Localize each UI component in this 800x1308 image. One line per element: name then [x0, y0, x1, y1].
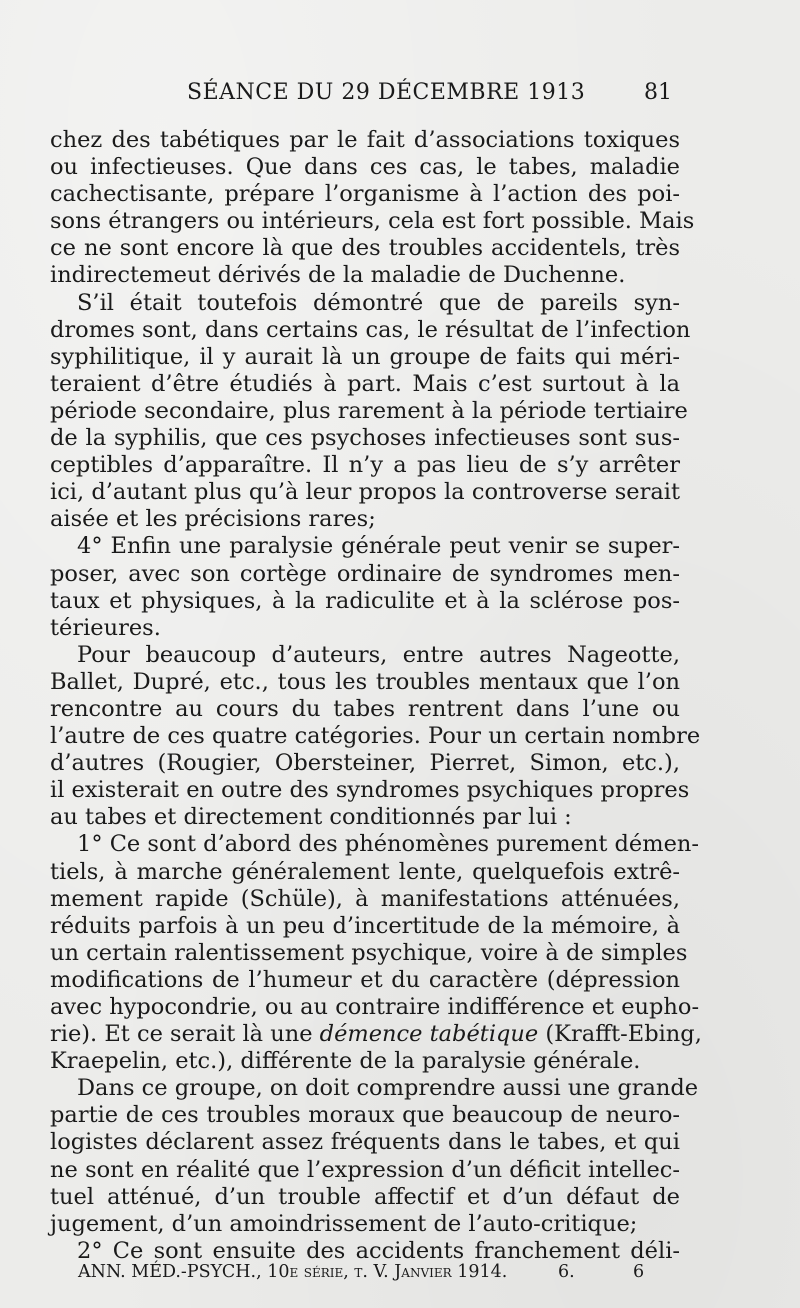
text-line: réduits parfois à un peu d’incertitude de la mémoire, à	[50, 912, 680, 939]
text-line: dromes sont, dans certains cas, le résultat de l’infection	[50, 316, 691, 343]
text-line: Kraepelin, etc.), différente de la paralysie générale.	[50, 1048, 641, 1075]
line-segment: (Krafft-Ebing,	[538, 1021, 702, 1048]
text-line: teraient d’être étudiés à part. Mais c’est surtout à la	[50, 370, 680, 397]
text-line: Pour beaucoup d’auteurs, entre autres Nageotte,	[77, 641, 680, 668]
text-line: poser, avec son cortège ordinaire de syndromes men-	[50, 560, 680, 587]
text-line: ne sont en réalité que l’expression d’un déficit intellec-	[50, 1156, 680, 1183]
text-line: au tabes et directement conditionnés par lui :	[50, 804, 572, 831]
text-line: taux et physiques, à la radiculite et à la sclérose pos-	[50, 587, 680, 614]
text-line: jugement, d’un amoindrissement de l’auto-critique;	[50, 1210, 638, 1237]
text-line: rencontre au cours du tabes rentrent dans l’une ou	[50, 695, 680, 722]
text-line-with-italic	[50, 1021, 702, 1048]
text-line: 4° Enfin une paralysie générale peut venir se super-	[77, 533, 680, 560]
text-line: 1° Ce sont d’abord des phénomènes purement démen-	[77, 831, 699, 858]
text-line: un certain ralentissement psychique, voire à de simples	[50, 939, 688, 966]
text-line: 2° Ce sont ensuite des accidents franchement déli-	[77, 1237, 680, 1264]
body-text	[50, 127, 702, 1265]
running-title: SÉANCE DU 29 DÉCEMBRE 1913	[187, 80, 586, 105]
text-line: Dans ce groupe, on doit comprendre aussi une grande	[77, 1075, 699, 1102]
text-line: S’il était toutefois démontré que de pareils syn-	[77, 289, 680, 316]
text-line: avec hypocondrie, ou au contraire indifférence et eupho-	[50, 994, 700, 1020]
text-line: aisée et les précisions rares;	[50, 506, 376, 533]
text-line: partie de ces troubles moraux que beaucoup de neuro-	[50, 1102, 680, 1129]
page-number: 81	[644, 80, 672, 105]
text-line: ou infectieuses. Que dans ces cas, le tabes, maladie	[50, 154, 680, 181]
signature-number: 6	[633, 1262, 645, 1282]
italic-term: démence tabétique	[319, 1021, 539, 1048]
text-line: syphilitique, il y aurait là un groupe de faits qui méri-	[50, 343, 680, 370]
signature-mark: 6.	[558, 1262, 575, 1282]
text-line: période secondaire, plus rarement à la période tertiaire	[50, 397, 688, 424]
text-line: logistes déclarent assez fréquents dans le tabes, et qui	[50, 1129, 680, 1156]
text-line: d’autres (Rougier, Obersteiner, Pierret, Simon, etc.),	[50, 750, 680, 777]
text-line: mement rapide (Schüle), à manifestations atténuées,	[50, 885, 680, 912]
journal-reference: ANN. MÉD.-PSYCH., 10e série, t. V. Janvier 1914.	[78, 1262, 508, 1282]
text-line: de la syphilis, que ces psychoses infectieuses sont sus-	[50, 425, 680, 452]
text-line: sons étrangers ou intérieurs, cela est fort possible. Mais	[50, 208, 695, 235]
text-line: indirectemeut dérivés de la maladie de Duchenne.	[50, 262, 626, 289]
text-line: chez des tabétiques par le fait d’associations toxiques	[50, 127, 680, 153]
text-line: Ballet, Dupré, etc., tous les troubles mentaux que l’on	[50, 668, 680, 695]
text-line: modifications de l’humeur et du caractère (dépression	[50, 966, 680, 993]
page-footer	[78, 1262, 678, 1282]
text-line: ceptibles d’apparaître. Il n’y a pas lieu de s’y arrêter	[50, 452, 680, 479]
text-line: cachectisante, prépare l’organisme à l’action des poi-	[50, 181, 680, 208]
text-line: il existerait en outre des syndromes psychiques propres	[50, 777, 690, 804]
text-line: tuel atténué, d’un trouble affectif et d’un défaut de	[50, 1183, 680, 1210]
text-line: l’autre de ces quatre catégories. Pour un certain nombre	[50, 723, 701, 750]
text-line: térieures.	[50, 614, 161, 641]
text-line: ici, d’autant plus qu’à leur propos la controverse serait	[50, 479, 680, 506]
running-head	[50, 80, 670, 110]
text-line: tiels, à marche généralement lente, quelquefois extrê-	[50, 858, 680, 885]
line-segment: rie). Et ce serait là une	[50, 1021, 320, 1048]
text-line: ce ne sont encore là que des troubles accidentels, très	[50, 235, 680, 262]
